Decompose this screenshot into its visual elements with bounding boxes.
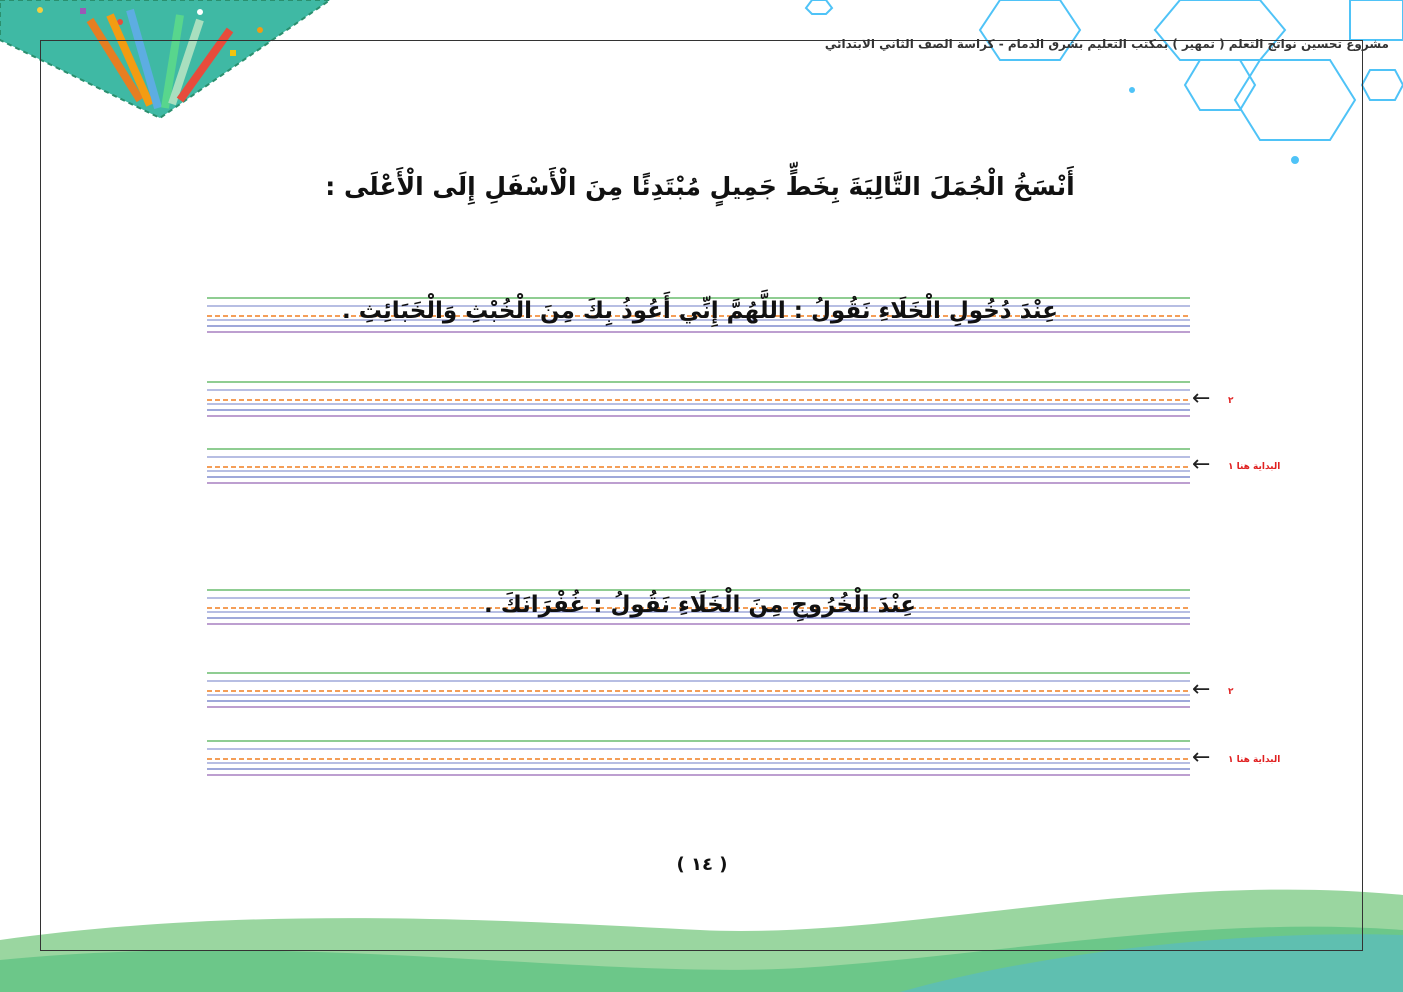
left-arrow-icon: ← xyxy=(1192,386,1211,411)
row-1-start-label: البداية هنا ١ xyxy=(1228,755,1281,765)
row-2-label: ٢ xyxy=(1228,396,1234,406)
model-sentence-2: عِنْدَ الْخُرُوجِ مِنَ الْخَلَاءِ نَقُولُ : غُفْرَانَكَ . xyxy=(484,592,916,618)
row-1-start-label: البداية هنا ١ xyxy=(1228,462,1281,472)
left-arrow-icon: ← xyxy=(1192,677,1211,702)
row-2-label: ٢ xyxy=(1228,687,1234,697)
left-arrow-icon: ← xyxy=(1192,452,1211,477)
instruction-title: أَنْسَخُ الْجُمَلَ التَّالِيَةَ بِخَطٍّ جَمِيلٍ مُبْتَدِئًا مِنَ الْأَسْفَلِ إِلَى الْأَعْلَى : xyxy=(325,172,1075,201)
left-arrow-icon: ← xyxy=(1192,745,1211,770)
model-sentence-1: عِنْدَ دُخُولِ الْخَلَاءِ نَقُولُ : اللَّهُمَّ إِنِّي أَعُوذُ بِكَ مِنَ الْخُبْثِ وَالْخَبَائِثِ . xyxy=(341,298,1058,324)
page-number: ( ١٤ ) xyxy=(676,854,728,875)
project-header: مشروع تحسين نواتج التعلم ( تمهير ) بمكتب التعليم بشرق الدمام - كراسة الصف الثاني الابتدائي xyxy=(824,37,1389,51)
